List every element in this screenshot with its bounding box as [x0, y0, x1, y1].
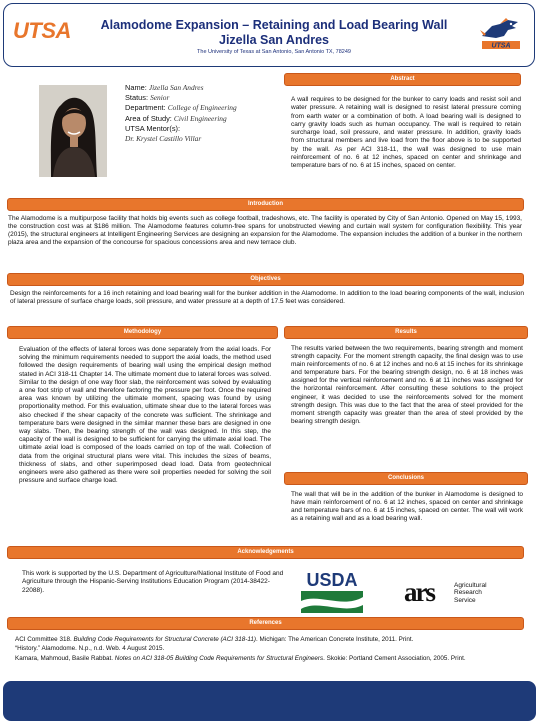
title-line-2: Jizella San Andres: [219, 33, 329, 47]
objectives-heading: Objectives: [7, 273, 524, 286]
footer-band: [3, 681, 536, 721]
reference-1: [15, 636, 525, 644]
results-body: The results varied between the two requirements, bearing strength and moment strength capacity. For the moment strength capacity, the final design was to use main reinforcements of no. 6 at 12 inches and no.6 at 15 inches for its shrinkage and temperature bars. For the bearing strength design, no. 6 at 18 inches was assigned for the vertical reinforcement and no. 6 at 11 inches was assigned for the horizontal reinforcement. After consulting these solutions to the project engineer, it was decided to use the reinforcements solved for the moment strength design. This was due to the fact that the area of steel provided for the moment strength capacity was greater than the area of steel provided by the bearing strength design.: [291, 345, 523, 425]
ars-logo-text: [454, 582, 487, 604]
area-value: Civil Engineering: [173, 113, 227, 123]
objectives-body: Design the reinforcements for a 16 inch retaining and load bearing wall for the bunker addition in the Alamodome. In addition to the load bearing components of the wall, inclusion of lateral pressure of surface charge loads, soil pressure, and water pressure at a depth of 17.5 feet was considered.: [10, 290, 524, 306]
methodology-body: Evaluation of the effects of lateral forces was done separately from the axial loads. For solving the minimum requirements needed to support the axial loads, the method used followed the design requirements of bearing wall using the empirical design method stated in ACI 318-11 Chapter 14. The ultimate moment due to lateral forces was solved. Similar to the design of one way floor slab, the reinforcement was solved by evaluating a one foot strip of wall and therefore factoring the pressure per foot. Once the required area was known by utilizing the ultimate moment, spacing was found by using proportionality method. For this evaluation, ultimate shear due to the lateral forces was also checked if the shear capacity of the concrete was sufficient. The shrinkage and temperature bars were designed in the similar manner these bars are designed in one way slabs. Then, the bearing strength of the wall was designed. In this step, the capacity of the wall is designed to be sufficient for carrying the ultimate axial load. The ultimate axial load is composed of the loads carried on top of the wall. Collection of data from the original structural plans were vital. This includes the sizes of beams, thickness of slabs, and other superimposed dead load. Data from geotechnical engineers were also gathered as there were soil properties needed for solving the soil pressure and surface charge load.: [19, 346, 271, 485]
title-line-1: Alamodome Expansion – Retaining and Load Bearing Wall: [100, 18, 448, 32]
name-label: Name:: [125, 83, 147, 92]
info-name-row: [125, 83, 285, 93]
reference-3-publisher: . Skokie: Portland Cement Association, 2005. Print.: [323, 655, 466, 662]
ars-logo: [404, 576, 504, 608]
status-value: Senior: [150, 93, 170, 103]
usda-logo: [299, 569, 365, 613]
reference-1-authors: ACI Committee 318.: [15, 636, 74, 643]
mentor-value: Dr. Krystel Castillo Villar: [125, 134, 202, 144]
abstract-body: A wall requires to be designed for the bunker to carry loads and resist soil and water pressure. A retaining wall is designed to resist lateral pressure coming from earth water or a combination of both. A load bearing wall is designed to carry gravity loads such as human occupancy. The wall is required to retain surcharge load, soil pressure, and water pressure. In addition, gravity loads from structural members and live load from the floor above is to be supported by the wall. As per ACI 318-11, the wall was designed to use main reinforcement of no. 6 at 12 inches, spaced on center and shrinkage and temperature bars of no. 6 at 15 inches, spaced on center.: [291, 96, 521, 170]
acknowledgements-heading: Acknowledgements: [7, 546, 524, 559]
department-value: College of Engineering: [167, 103, 237, 113]
department-label: Department:: [125, 103, 166, 113]
abstract-heading: Abstract: [284, 73, 521, 86]
mentor-label: UTSA Mentor(s):: [125, 123, 181, 133]
methodology-heading: Methodology: [7, 326, 278, 339]
roadrunner-mascot-logo: [478, 16, 524, 52]
ars-logo-mark: ars: [404, 577, 434, 607]
reference-2: “History.” Alamodome. N.p., n.d. Web. 4 August 2015.: [15, 645, 165, 652]
student-photo: [39, 85, 107, 177]
ars-line-2: Research: [454, 589, 482, 597]
info-department-row: [125, 103, 285, 113]
poster-subtitle: The University of Texas at San Antonio, San Antonio TX, 78249: [197, 49, 351, 55]
results-heading: Results: [284, 326, 528, 339]
introduction-body: The Alamodome is a multipurpose facility that holds big events such as college football, tradeshows, etc. The facility is operated by City of San Antonio. Opened on May 15, 1993, the construction cost was at $186 million. The Alamodome features column-free spans for unobstructed viewing and curtain wall system for configuration flexibility. This year (2015), the structural engineers at Intelligent Engineering Services are designing an expansion for the Alamodome. The expansion includes the addition of a bunker in the northern plaza area and the expansion of the concourse for spacious concessions area and new terrace club.: [8, 215, 522, 247]
acknowledgements-body: This work is supported by the U.S. Department of Agriculture/National Institute of Food and Agriculture through the Hispanic-Serving Institutions Education Program (2014-38422-22088).: [22, 570, 284, 594]
references-heading: References: [7, 617, 524, 630]
ars-line-1: Agricultural: [454, 582, 487, 589]
info-mentor-row: [125, 124, 285, 134]
utsa-logo: UTSA: [13, 18, 71, 43]
info-area-row: [125, 114, 285, 124]
usda-logo-text: USDA: [306, 570, 358, 590]
ars-line-3: Service: [454, 596, 476, 604]
reference-1-title: Building Code Requirements for Structural Concrete (ACI 318-11): [73, 636, 257, 643]
header-banner: [3, 3, 535, 67]
reference-3-title: Notes on ACI 318-05 Building Code Requirements for Structural Engineers: [114, 655, 324, 662]
introduction-heading: Introduction: [7, 198, 524, 211]
mascot-logo-text: UTSA: [491, 42, 511, 50]
reference-3-authors: Kamara, Mahmoud, Basile Rabbat.: [15, 655, 115, 662]
reference-3: [15, 655, 525, 663]
area-label: Area of Study:: [125, 113, 172, 123]
reference-1-publisher: . Michigan: The American Concrete Institute, 2011. Print.: [256, 636, 414, 643]
name-value: Jizella San Andres: [148, 83, 204, 92]
conclusions-body: The wall that will be in the addition of the bunker in Alamodome is designed to have main reinforcement of no. 6 at 12 inches, spaced on center and shrinkage and temperature bars of no. 6 at 15 inches, spaced on center. The wall will work as a retaining wall and as a load bearing wall.: [291, 491, 523, 523]
conclusions-heading: Conclusions: [284, 472, 528, 485]
status-label: Status:: [125, 93, 149, 103]
student-info: [125, 83, 285, 144]
poster-title: [94, 18, 454, 48]
info-status-row: [125, 93, 285, 103]
